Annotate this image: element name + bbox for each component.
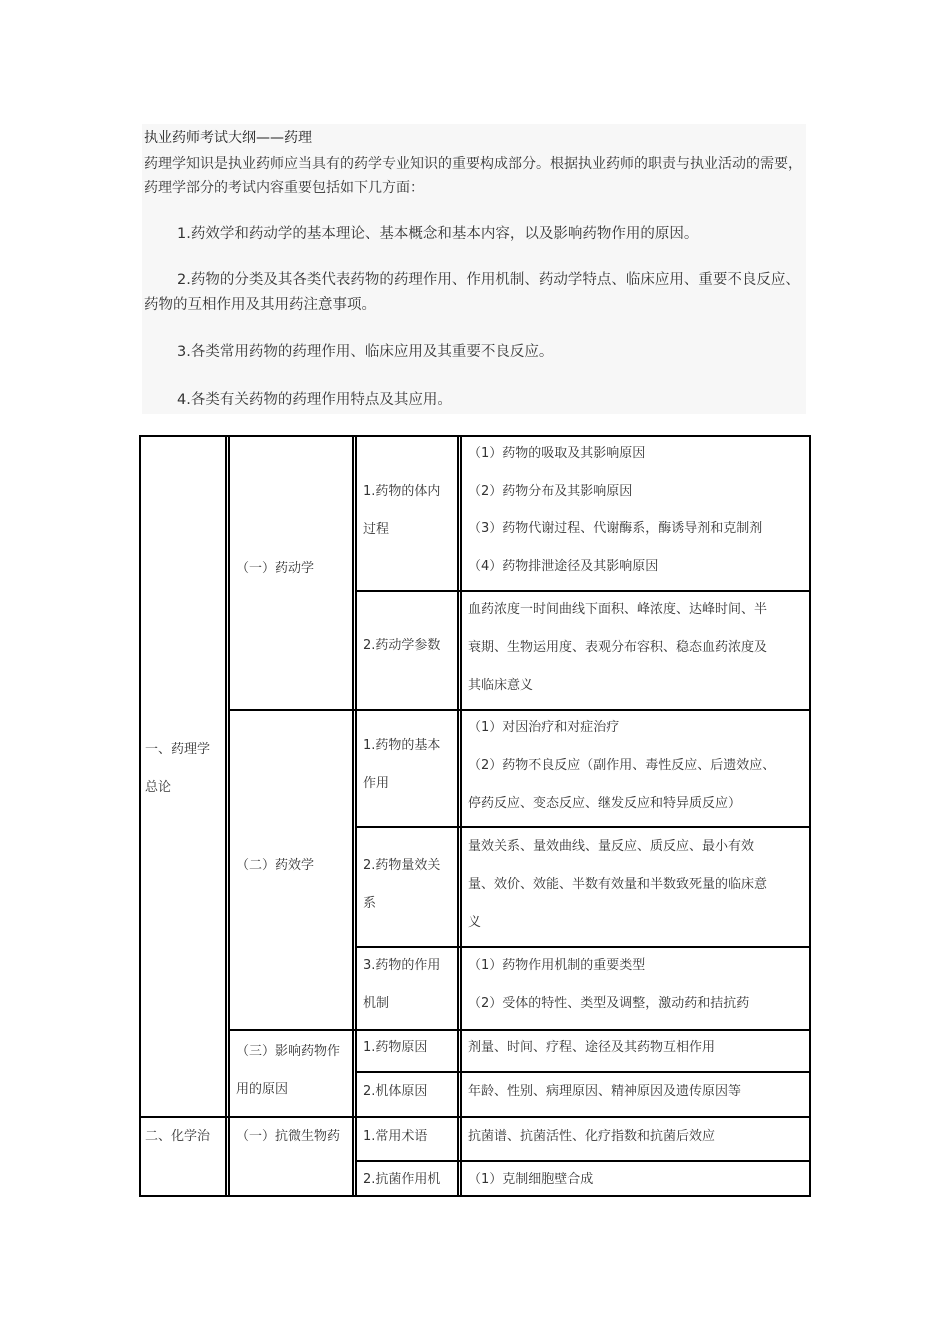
section-rule [228, 709, 357, 711]
content-basic-action: （1）对因治疗和对症治疗 （2）药物不良反应（副作用、毒性反应、后遗效应、 停药反应、变态反应、继发反应和特异质反应） [468, 720, 776, 811]
point-drug-factors: 1.药物原因 [363, 1040, 428, 1055]
point-dose-response: 2.药物量效关 系 [363, 858, 441, 911]
column-rule-2b [355, 435, 357, 1197]
intro-item-1: 1.药效学和药动学的基本理论、基本概念和基本内容，以及影响药物作用的原因。 [177, 226, 699, 242]
content-common-terms: 抗菌谱、抗菌活性、化疗指数和抗菌后效应 [468, 1129, 716, 1144]
point-mechanism: 3.药物的作用 机制 [363, 958, 441, 1011]
table-border-left [139, 435, 141, 1197]
section-rule [228, 1029, 357, 1031]
document-title: 执业药师考试大纲——药理 [144, 130, 312, 146]
intro-item-2: 2.药物的分类及其各类代表药物的药理作用、作用机制、药动学特点、临床应用、重要不良反应、药物的互相作用及其用药注意事项。 [144, 272, 800, 313]
column-rule-1b [228, 435, 230, 1197]
intro-item-3: 3.各类常用药物的药理作用、临床应用及其重要不良反应。 [177, 344, 554, 360]
section-pharmacokinetics: （一）药动学 [236, 561, 315, 576]
intro-panel [142, 124, 806, 414]
intro-item-4: 4.各类有关药物的药理作用特点及其应用。 [177, 392, 452, 408]
syllabus-table [139, 435, 811, 1197]
point-body-factors: 2.机体原因 [363, 1084, 428, 1099]
point-common-terms: 1.常用术语 [363, 1129, 428, 1144]
section-antimicrobials: （一）抗微生物药 [236, 1129, 341, 1144]
point-basic-action: 1.药物的基本 作用 [363, 738, 441, 791]
point-pk-parameters: 2.药动学参数 [363, 638, 441, 653]
unit-1-title: 一、药理学 总论 [145, 742, 211, 795]
content-mechanism: （1）药物作用机制的重要类型 （2）受体的特性、类型及调整，激动药和拮抗药 [468, 958, 750, 1011]
content-body-factors: 年龄、性别、病理原因、精神原因及遗传原因等 [468, 1084, 742, 1099]
section-pharmacodynamics: （二）药效学 [236, 858, 315, 873]
content-antibacterial-mechanism: （1）克制细胞壁合成 [468, 1172, 594, 1187]
column-rule-3 [457, 435, 459, 1197]
table-border-right [809, 435, 811, 1197]
content-in-vivo-process: （1）药物的吸取及其影响原因 （2）药物分布及其影响原因 （3）药物代谢过程、代谢酶系，酶诱导剂和克制剂 （4）药物排泄途径及其影响原因 [468, 446, 763, 574]
content-pk-parameters: 血药浓度一时间曲线下面积、峰浓度、达峰时间、半 衰期、生物运用度、表观分布容积、稳态血药浓度及 其临床意义 [468, 602, 768, 693]
unit-2-title: 二、化学治 [145, 1129, 211, 1144]
point-antibacterial-mechanism: 2.抗菌作用机 [363, 1172, 441, 1187]
content-drug-factors: 剂量、时间、疗程、途径及其药物互相作用 [468, 1040, 716, 1055]
content-dose-response: 量效关系、量效曲线、量反应、质反应、最小有效 量、效价、效能、半数有效量和半数致死量的临床意 义 [468, 839, 768, 930]
column-rule-3b [460, 435, 462, 1197]
section-influencing-factors: （三）影响药物作 用的原因 [236, 1044, 341, 1097]
intro-paragraph: 药理学知识是执业药师应当具有的药学专业知识的重要构成部分。根据执业药师的职责与执业活动的需要，药理学部分的考试内容重要包括如下几方面： [144, 156, 802, 196]
column-rule-1 [225, 435, 227, 1197]
point-in-vivo-process: 1.药物的体内 过程 [363, 484, 441, 537]
